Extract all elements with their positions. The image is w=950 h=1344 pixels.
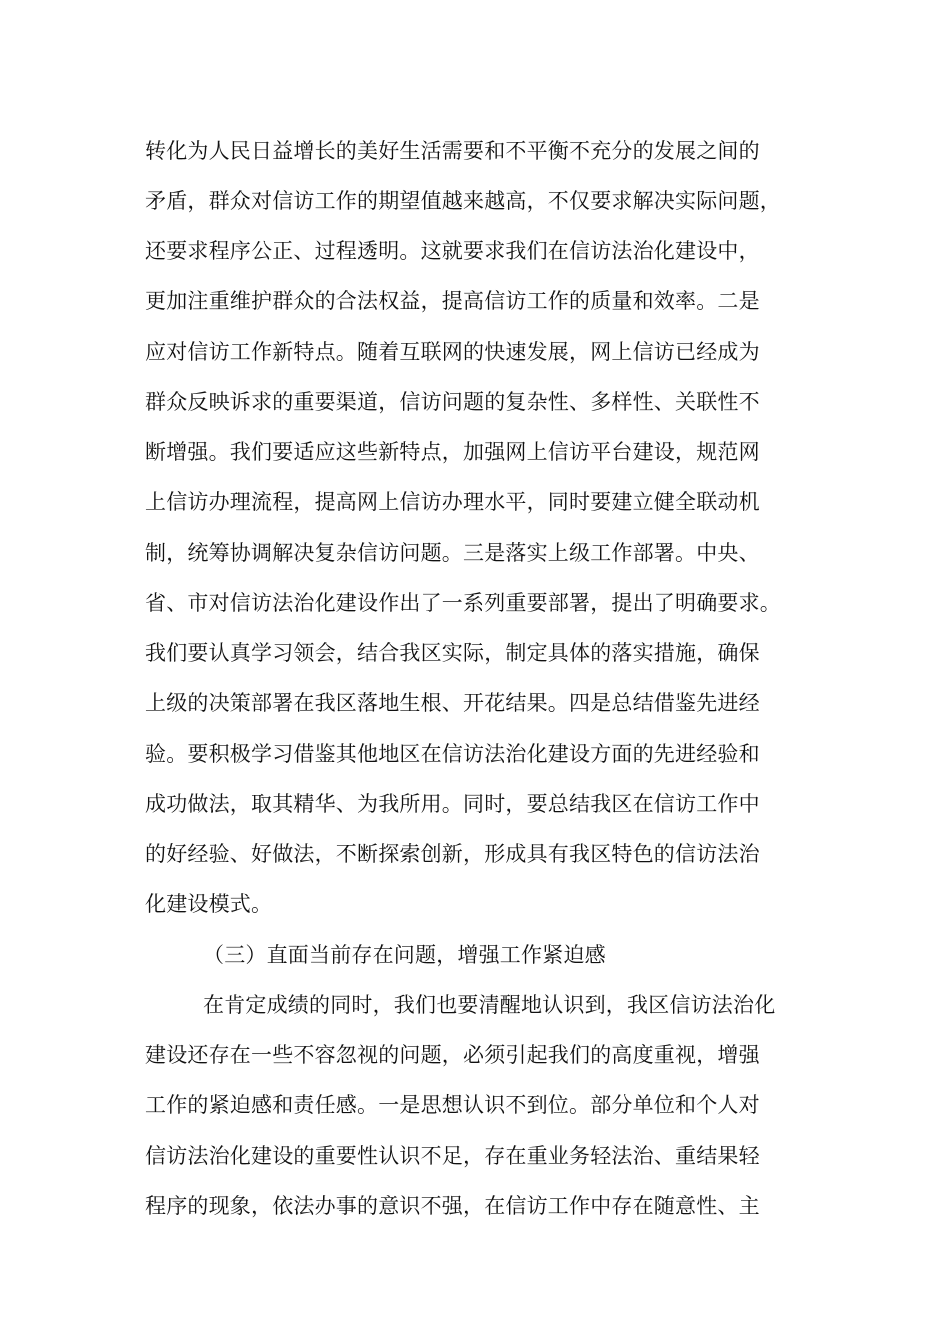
body-line: 在肯定成绩的同时，我们也要清醒地认识到，我区信访法治化 (203, 993, 776, 1017)
body-line: 的好经验、好做法，不断探索创新，形成具有我区特色的信访法治 (145, 842, 760, 866)
body-line: 我们要认真学习领会，结合我区实际，制定具体的落实措施，确保 (145, 641, 760, 665)
body-line: 还要求程序公正、过程透明。这就要求我们在信访法治化建设中， (145, 239, 760, 263)
body-line: 上信访办理流程，提高网上信访办理水平，同时要建立健全联动机 (145, 490, 760, 514)
body-line: 化建设模式。 (145, 892, 273, 916)
body-line: 断增强。我们要适应这些新特点，加强网上信访平台建设，规范网 (145, 440, 760, 464)
section-heading: （三）直面当前存在问题，增强工作紧迫感 (203, 943, 606, 967)
body-line: 建设还存在一些不容忽视的问题，必须引起我们的高度重视，增强 (145, 1043, 760, 1067)
body-line: 工作的紧迫感和责任感。一是思想认识不到位。部分单位和个人对 (145, 1093, 760, 1117)
body-line: 群众反映诉求的重要渠道，信访问题的复杂性、多样性、关联性不 (145, 390, 760, 414)
body-line: 矛盾，群众对信访工作的期望值越来越高，不仅要求解决实际问题， (145, 189, 781, 213)
body-line: 上级的决策部署在我区落地生根、开花结果。四是总结借鉴先进经 (145, 691, 760, 715)
body-line: 应对信访工作新特点。随着互联网的快速发展，网上信访已经成为 (145, 340, 760, 364)
body-line: 更加注重维护群众的合法权益，提高信访工作的质量和效率。二是 (145, 289, 760, 313)
body-line: 制，统筹协调解决复杂信访问题。三是落实上级工作部署。中央、 (145, 541, 760, 565)
body-line: 转化为人民日益增长的美好生活需要和不平衡不充分的发展之间的 (145, 139, 760, 163)
body-line: 信访法治化建设的重要性认识不足，存在重业务轻法治、重结果轻 (145, 1144, 760, 1168)
body-line: 程序的现象，依法办事的意识不强，在信访工作中存在随意性、主 (145, 1194, 760, 1218)
body-line: 验。要积极学习借鉴其他地区在信访法治化建设方面的先进经验和 (145, 742, 760, 766)
body-line: 成功做法，取其精华、为我所用。同时，要总结我区在信访工作中 (145, 792, 760, 816)
body-line: 省、市对信访法治化建设作出了一系列重要部署，提出了明确要求。 (145, 591, 781, 615)
